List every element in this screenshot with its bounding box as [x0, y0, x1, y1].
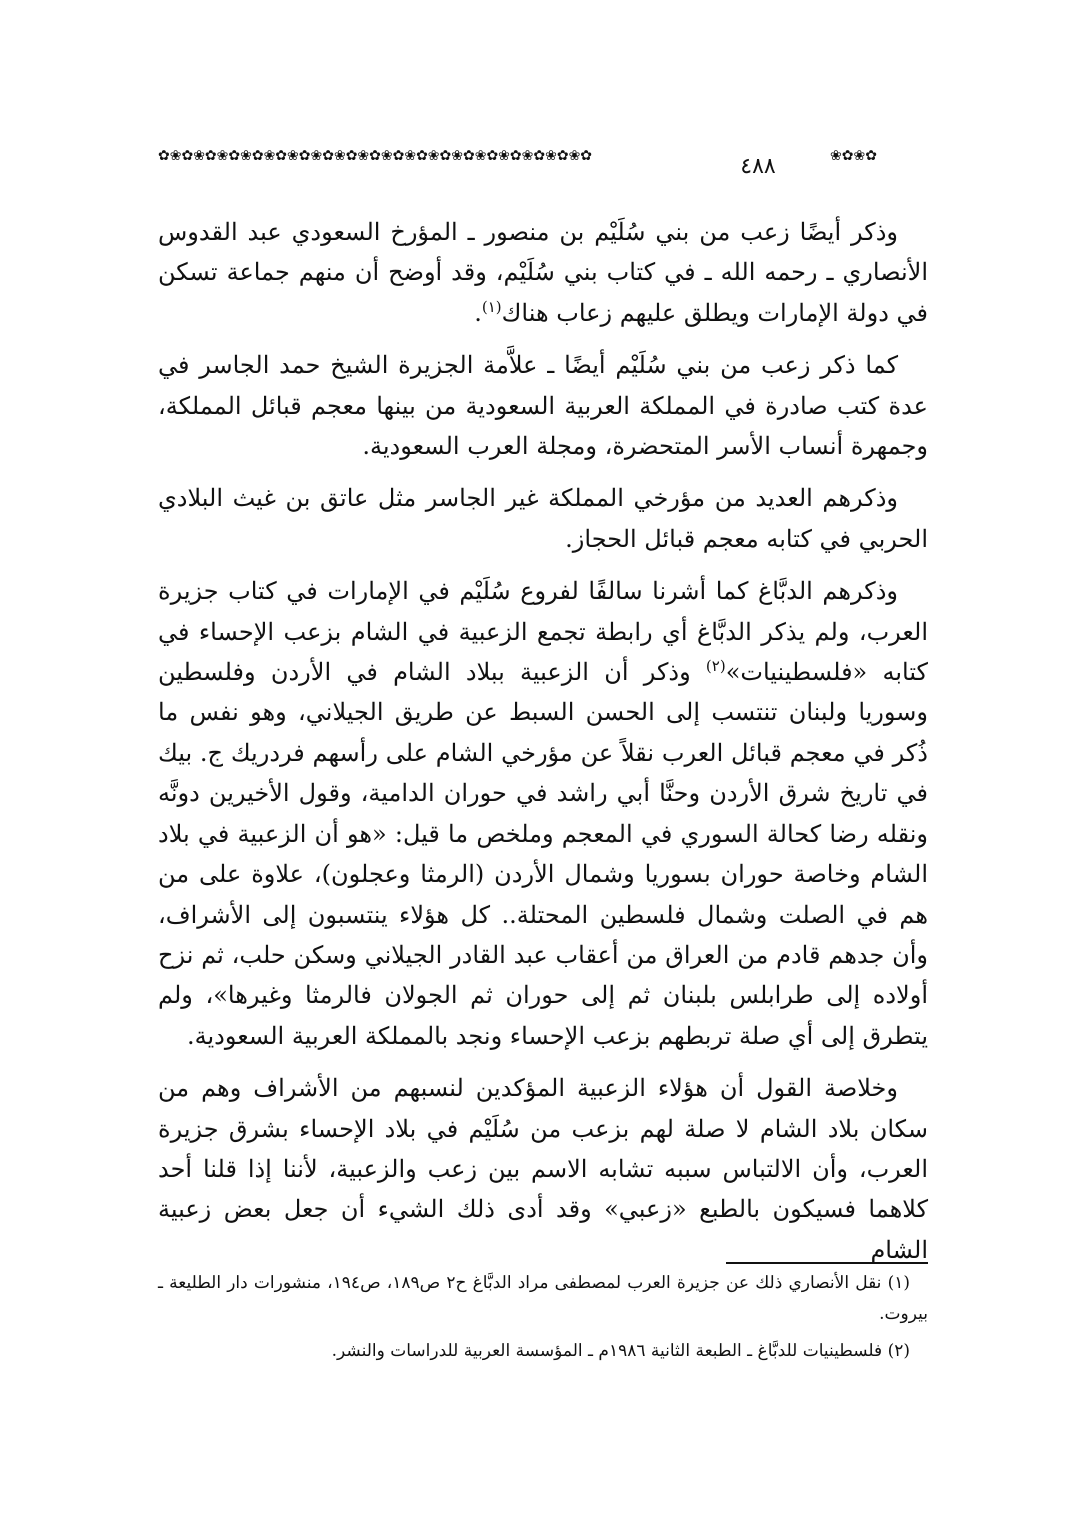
- paragraph-1-end: .: [474, 298, 482, 327]
- paragraph-1-text: وذكر أيضًا زعب من بني سُلَيْم بن منصور ـ المؤرخ السعودي عبد القدوس الأنصاري ـ رحمه الله ـ في كتاب بني سُلَيْم، وقد أوضح أن منهم جماعة تسكن في دولة الإمارات ويطلق عليهم زعاب هناك: [158, 218, 928, 327]
- paragraph-4-text-b: وذكر أن الزعبية ببلاد الشام في الأردن وفلسطين وسوريا ولبنان تنتسب إلى الحسن السبط عن طريق الجيلاني، وهو نفس ما ذُكر في معجم قبائل العرب نقلاً عن مؤرخي الشام على رأسهم فردريك ج. بيك في تاريخ شرق الأردن وحنَّا أبي راشد في حوران الدامية، وقول الأخيرين دونَّه ونقله رضا كحالة السوري في المعجم وملخص ما قيل: «هو أن الزعبية في بلاد الشام وخاصة حوران بسوريا وشمال الأردن (الرمثا وعجلون)، علاوة على من هم في الصلت وشمال فلسطين المحتلة.. كل هؤلاء ينتسبون إلى الأشراف، وأن جدهم قادم من العراق من أعقاب عبد القادر الجيلاني وسكن حلب، ثم نزح أولاده إلى طرابلس بلبنان ثم إلى حوران ثم الجولان فالرمثا وغيرها»، ولم يتطرق إلى أي صلة تربطهم بزعب الإحساء ونجد بالمملكة العربية السعودية.: [158, 658, 928, 1050]
- footnote-ref-2[interactable]: (٢): [705, 657, 726, 676]
- paragraph-1: [158, 212, 928, 333]
- paragraph-4-gap: [691, 658, 706, 686]
- page-header: [158, 140, 928, 180]
- header-ornament-right: ❀✿❀✿: [830, 148, 877, 164]
- header-ornament-left: ✿❀✿❀✿❀✿❀✿❀✿❀✿❀✿❀✿❀✿❀✿❀✿❀✿❀✿❀✿❀✿❀✿❀✿❀✿: [158, 148, 593, 164]
- main-text: [158, 212, 928, 1282]
- footnote-1: (١) نقل الأنصاري ذلك عن جزيرة العرب لمصطفى مراد الدبَّاغ ح٢ ص١٨٩، ص١٩٤، منشورات دار الطليعة ـ بيروت.: [158, 1273, 928, 1324]
- footnote-ref-1[interactable]: (١): [481, 297, 502, 316]
- page-number: ٤٨٨: [740, 154, 776, 179]
- footnote-2: (٢) فلسطينيات للدبَّاغ ـ الطبعة الثانية ١٩٨٦م ـ المؤسسة العربية للدراسات والنشر.: [331, 1341, 910, 1361]
- paragraph-4-text-a: وذكرهم الدبَّاغ كما أشرنا سالفًا لفروع سُلَيْم في الإمارات في كتاب جزيرة العرب، ولم يذكر الدبَّاغ أي رابطة تجمع الزعبية في الشام بزعب الإحساء في كتابه «فلسطينيات»: [158, 577, 928, 687]
- paragraph-3: وذكرهم العديد من مؤرخي المملكة غير الجاسر مثل عاتق بن غيث البلادي الحربي في كتابه معجم قبائل الحجاز.: [158, 484, 928, 553]
- footnote-separator: [726, 1262, 928, 1264]
- paragraph-5: وخلاصة القول أن هؤلاء الزعبية المؤكدين لنسبهم من الأشراف وهم من سكان بلاد الشام لا صلة لهم بزعب من سُلَيْم في بلاد الإحساء بشرق جزيرة العرب، وأن الالتباس سببه تشابه الاسم بين زعب والزعبية، لأننا إذا قلنا أحد كلاهما فسيكون بالطبع «زعبي» وقد أدى ذلك الشيء أن جعل بعض زعبية الشام: [158, 1074, 929, 1264]
- paragraph-4: [158, 571, 928, 1056]
- footnotes: [158, 1268, 928, 1373]
- paragraph-2: كما ذكر زعب من بني سُلَيْم أيضًا ـ علاَّمة الجزيرة الشيخ حمد الجاسر في عدة كتب صادرة في المملكة العربية السعودية من بينها معجم قبائل المملكة، وجمهرة أنساب الأسر المتحضرة، ومجلة العرب السعودية.: [158, 351, 928, 461]
